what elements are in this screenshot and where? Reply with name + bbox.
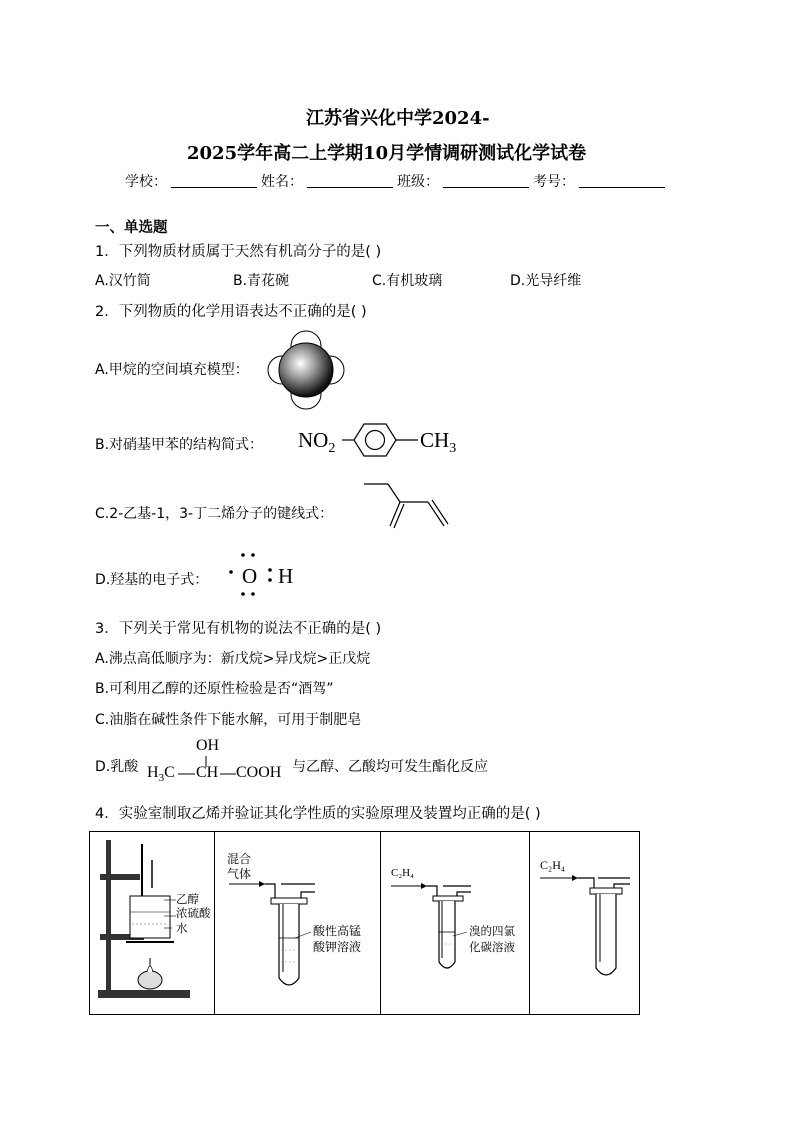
name-field[interactable] [307,173,393,188]
label-acidic-kmno4-1: 酸性高锰 [313,924,362,938]
hydroxyl-h: H [278,564,294,588]
kmno4-test-tube [215,832,381,1014]
question-3-stem: 3．下列关于常见有机物的说法不正确的是( ) [95,621,382,637]
lactic-acid-ch: CH [196,764,219,781]
title-line-1: 江苏省兴化中学2024- [306,108,490,129]
section-heading: 一、单选题 [95,220,168,236]
student-info-row [125,171,669,191]
question-1-stem: 1．下列物质材质属于天然有机高分子的是( ) [95,244,382,260]
bond-line-structure [360,482,450,542]
title-line-2: 2025学年高二上学期10月学情调研测试化学试卷 [187,143,587,164]
apparatus-table [89,831,640,1015]
bromine-ccl4-test-tube [381,832,530,1014]
q3-option-a: A.沸点高低顺序为：新戊烷>异戊烷>正戊烷 [95,651,371,667]
label-water: 水 [176,921,188,935]
ethylene-generator-apparatus [90,832,215,1014]
label-bromine-ccl4-2: 化碳溶液 [469,940,515,954]
label-acidic-kmno4-2: 酸钾溶液 [313,940,362,954]
question-4-stem: 4．实验室制取乙烯并验证其化学性质的实验原理及装置均正确的是( ) [95,806,541,822]
label-conc-sulfuric-acid: 浓硫酸 [176,906,211,920]
panel-4 [530,832,639,1014]
label-c2h4-gas-1: C₂H₄ [391,867,414,879]
methane-space-filling-model [266,330,346,410]
q2-option-b: B.对硝基甲苯的结构简式： [95,437,264,453]
school-label: 学校： [125,174,167,190]
ch3-group: $CH_3$ [420,428,457,457]
q2-option-a: A.甲烷的空间填充模型： [95,362,249,378]
q1-option-a: A.汉竹简 [95,273,151,289]
lactic-acid-oh: OH [196,737,220,754]
q1-option-c: C.有机玻璃 [372,273,443,289]
label-gas: 气体 [227,867,252,881]
lactic-acid-bonds [178,752,238,782]
q3-option-d-prefix: D.乳酸 [95,759,139,775]
lactic-acid-cooh: COOH [236,764,282,781]
panel-1 [90,832,215,1014]
label-bromine-ccl4-1: 溴的四氯 [469,924,515,938]
panel-2 [215,832,381,1014]
school-field[interactable] [171,173,257,188]
q1-option-b: B.青花碗 [233,273,290,289]
class-label: 班级： [397,174,439,190]
q3-option-d-suffix: 与乙醇、乙酸均可发生酯化反应 [292,759,488,775]
q2-option-d: D.羟基的电子式： [95,572,209,588]
label-c2h4-gas-2: C₂H₄ [540,858,566,872]
name-label: 姓名： [261,174,303,190]
label-ethanol: 乙醇 [176,892,199,906]
hydroxyl-o: O [242,564,258,588]
lactic-acid-h3c: $H_3C$ [147,764,175,785]
question-2-stem: 2．下列物质的化学用语表达不正确的是( ) [95,304,367,320]
no2-group: $NO_2$ [298,428,336,457]
label-mixed: 混合 [227,852,252,866]
gas-collection-tube [530,832,639,1014]
class-field[interactable] [443,173,529,188]
exam-number-label: 考号： [533,174,575,190]
q2-option-c: C.2-乙基-1，3-丁二烯分子的键线式： [95,506,334,522]
q1-option-d: D.光导纤维 [510,273,582,289]
panel-3 [381,832,530,1014]
q3-option-b: B.可利用乙醇的还原性检验是否“酒驾” [95,681,334,697]
exam-number-field[interactable] [579,173,665,188]
q3-option-c: C.油脂在碱性条件下能水解，可用于制肥皂 [95,712,362,728]
